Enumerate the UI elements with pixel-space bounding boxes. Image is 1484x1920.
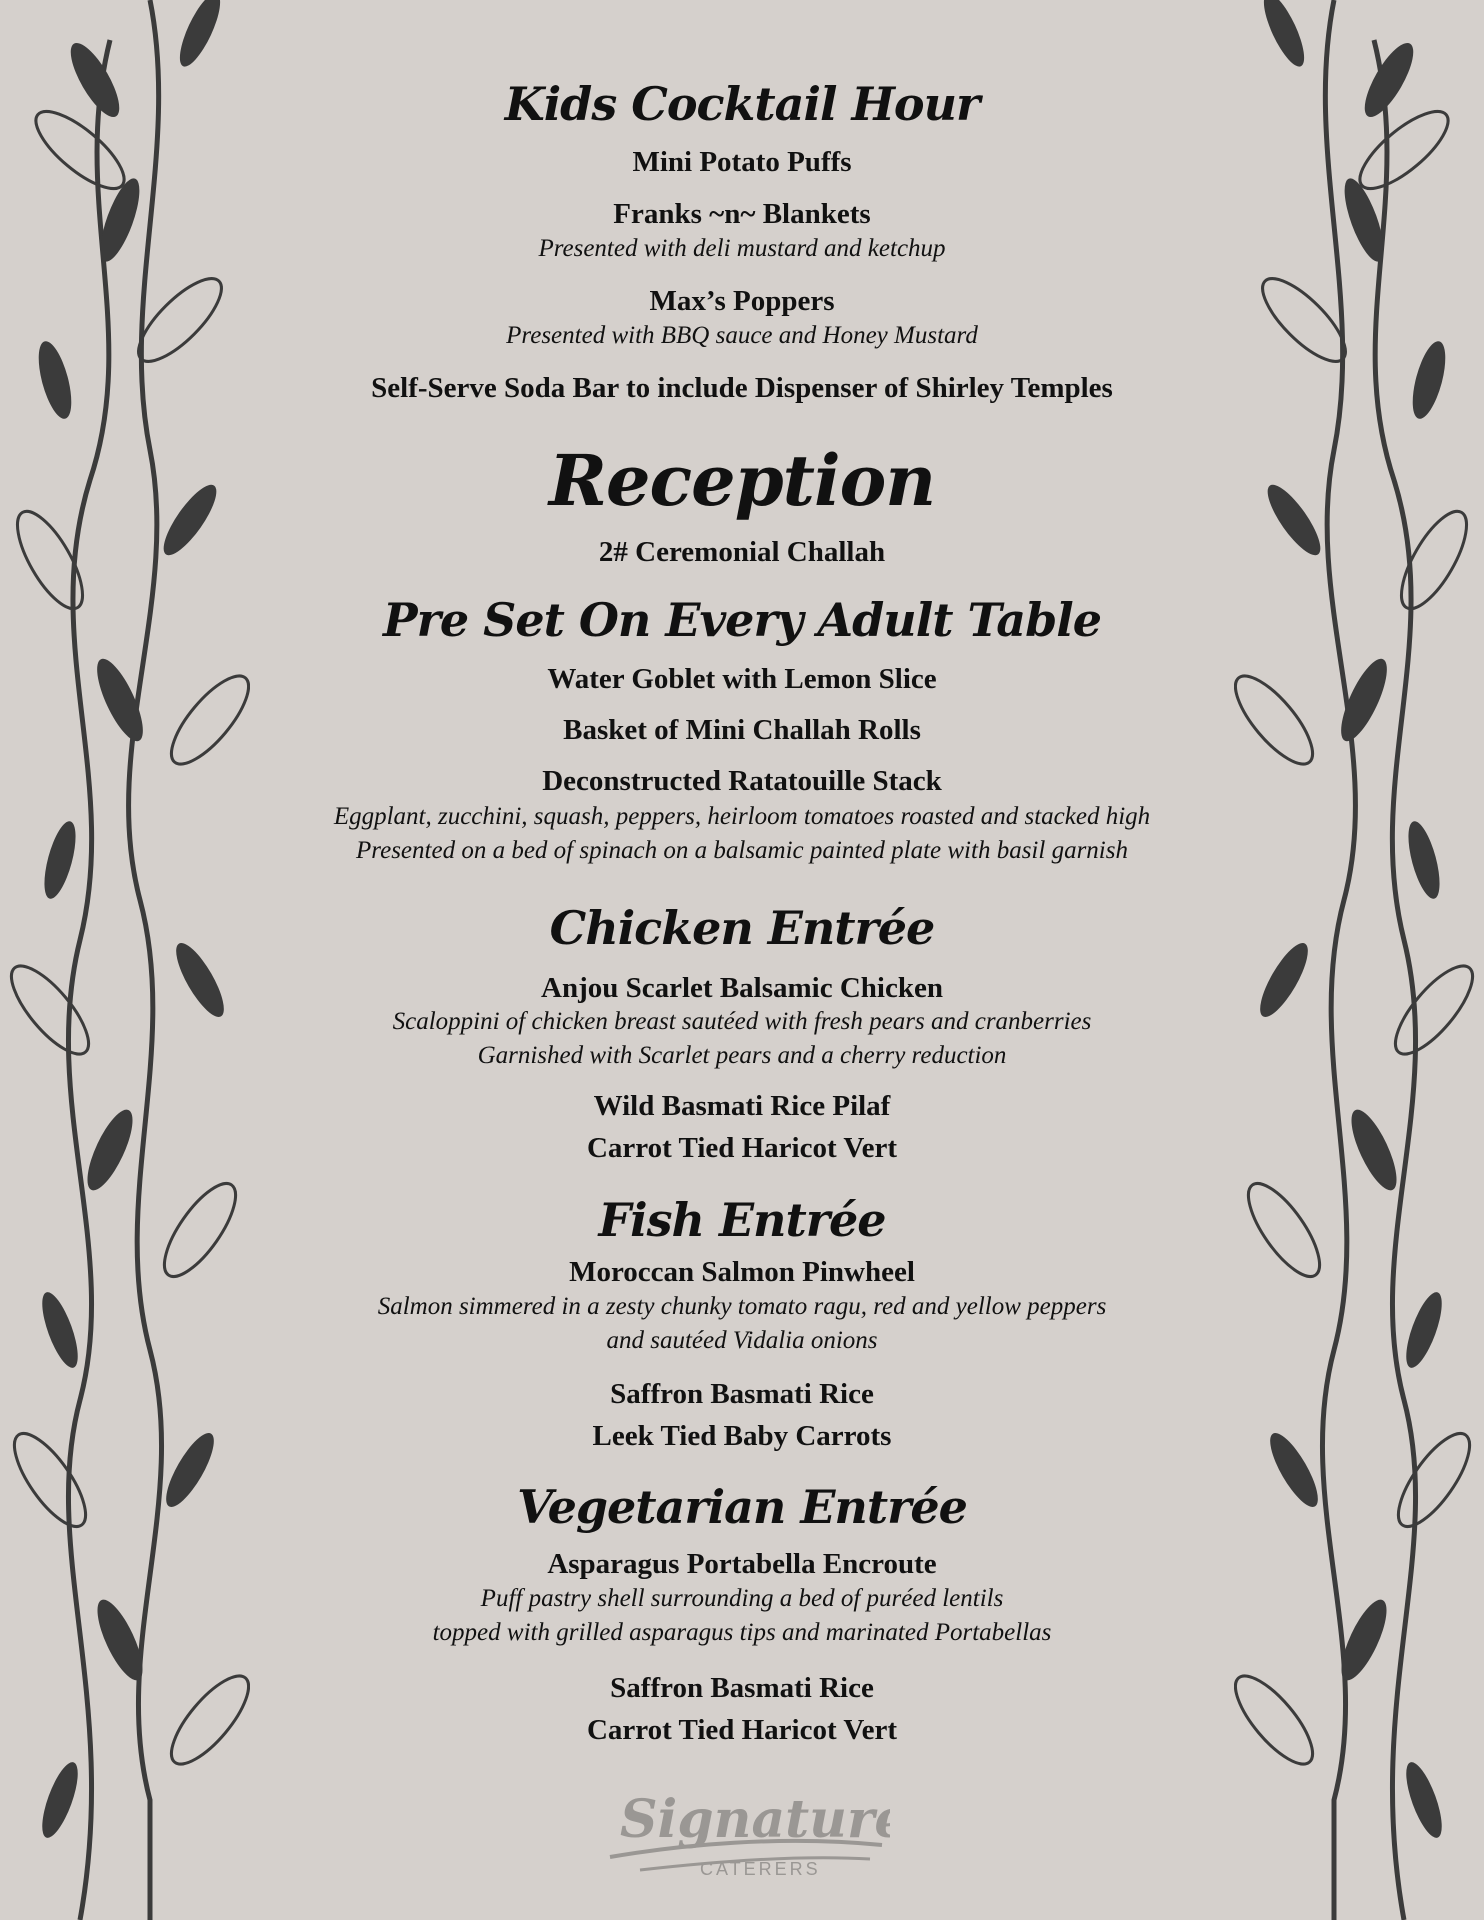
menu-item: Basket of Mini Challah Rolls <box>563 714 921 746</box>
reception-heading: Reception <box>548 439 936 522</box>
menu-item: Carrot Tied Haricot Vert <box>586 1714 898 1746</box>
menu-item: 2# Ceremonial Challah <box>598 536 886 568</box>
menu-item-description: Presented with deli mustard and ketchup <box>538 235 946 262</box>
signature-caterers-logo <box>600 1775 890 1885</box>
menu-item: Anjou Scarlet Balsamic Chicken <box>541 972 943 1004</box>
logo-swash-icon <box>600 1775 890 1885</box>
menu-item: Self-Serve Soda Bar to include Dispenser of Shirley Temples <box>371 372 1113 404</box>
menu-item-description: topped with grilled asparagus tips and marinated Portabellas <box>432 1619 1052 1646</box>
menu-item: Franks ~n~ Blankets <box>613 198 871 230</box>
logo-sub-text: CATERERS <box>700 1859 821 1879</box>
menu-item: Moroccan Salmon Pinwheel <box>569 1256 915 1288</box>
menu-item: Wild Basmati Rice Pilaf <box>593 1090 891 1122</box>
preset-heading: Pre Set On Every Adult Table <box>383 593 1101 647</box>
menu-item: Water Goblet with Lemon Slice <box>547 663 937 695</box>
left-vine-decoration <box>0 0 250 1920</box>
right-vine-decoration <box>1234 0 1484 1920</box>
menu-item: Leek Tied Baby Carrots <box>592 1420 892 1452</box>
menu-item: Max’s Poppers <box>649 285 835 317</box>
vegetarian-heading: Vegetarian Entrée <box>517 1480 967 1534</box>
menu-item: Asparagus Portabella Encroute <box>547 1548 937 1580</box>
kids-cocktail-heading: Kids Cocktail Hour <box>504 77 980 131</box>
menu-item: Saffron Basmati Rice <box>610 1378 874 1410</box>
menu-item: Deconstructed Ratatouille Stack <box>542 765 942 797</box>
menu-item-description: and sautéed Vidalia onions <box>606 1327 878 1354</box>
menu-item-description: Presented on a bed of spinach on a balsamic painted plate with basil garnish <box>356 837 1128 864</box>
menu-item-description: Eggplant, zucchini, squash, peppers, heirloom tomatoes roasted and stacked high <box>333 803 1151 830</box>
menu-item-description: Garnished with Scarlet pears and a cherry reduction <box>477 1042 1007 1069</box>
menu-item: Mini Potato Puffs <box>632 146 852 178</box>
menu-item-description: Scaloppini of chicken breast sautéed with fresh pears and cranberries <box>392 1008 1092 1035</box>
menu-item-description: Salmon simmered in a zesty chunky tomato ragu, red and yellow peppers <box>377 1293 1107 1320</box>
chicken-heading: Chicken Entrée <box>549 901 935 955</box>
menu-item: Saffron Basmati Rice <box>610 1672 874 1704</box>
menu-item-description: Presented with BBQ sauce and Honey Mustard <box>506 322 978 349</box>
menu-item-description: Puff pastry shell surrounding a bed of puréed lentils <box>480 1585 1004 1612</box>
menu-item: Carrot Tied Haricot Vert <box>586 1132 898 1164</box>
fish-heading: Fish Entrée <box>598 1193 886 1247</box>
logo-script-text: Signature <box>620 1789 890 1850</box>
